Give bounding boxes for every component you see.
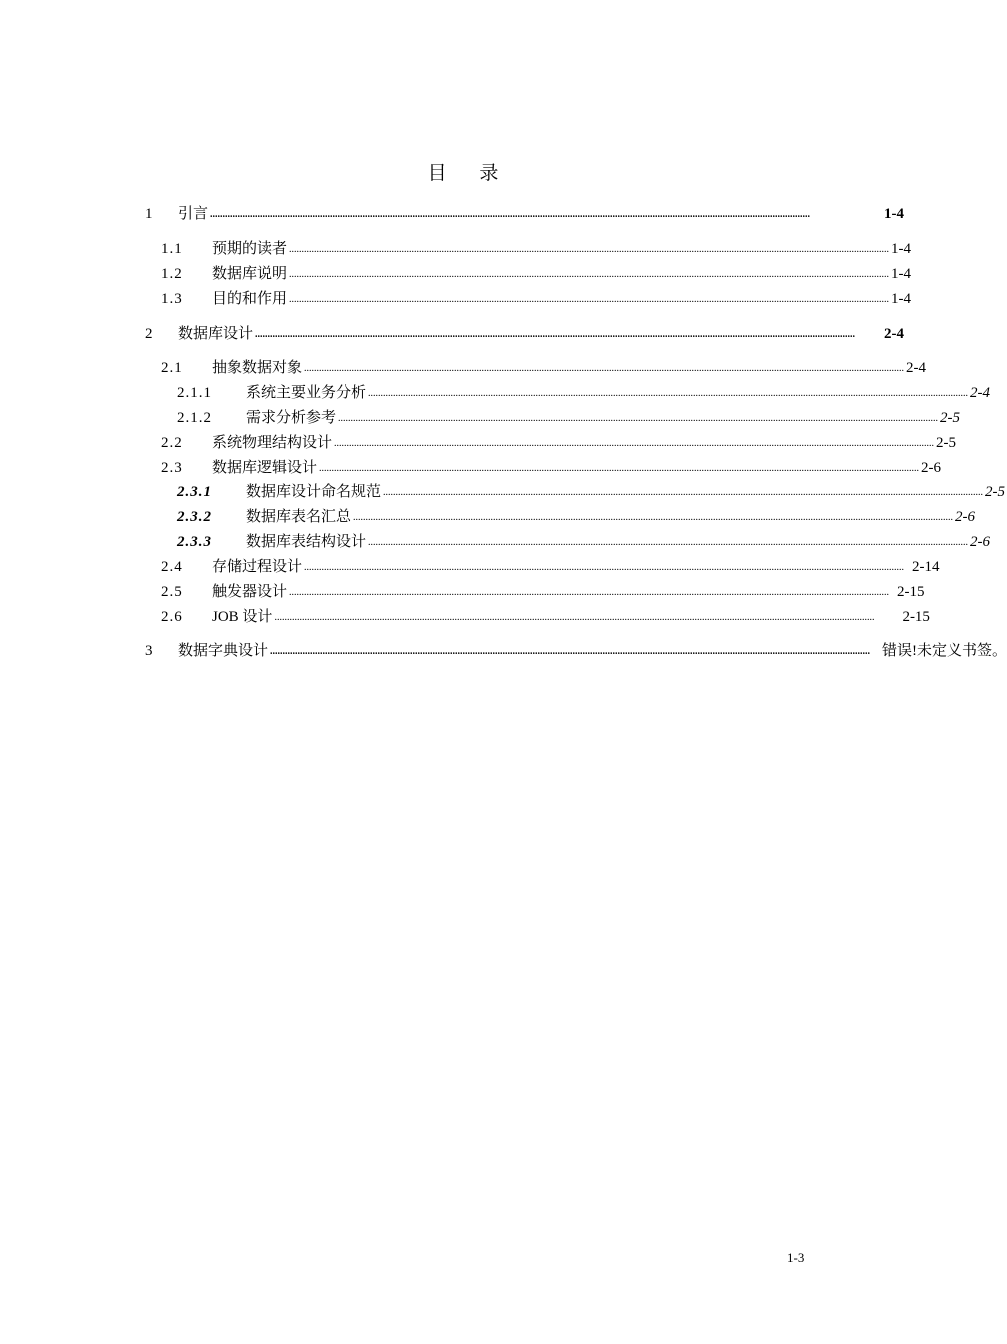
toc-entry-label: 预期的读者 (212, 241, 288, 257)
toc-entry[interactable] (0, 236, 950, 258)
toc-entry-label: 数据库表结构设计 (246, 534, 367, 550)
toc-entry-page: 2-5 (940, 410, 961, 426)
toc-entry-number: 2.3.2 (177, 509, 212, 525)
toc-entry[interactable] (0, 455, 950, 477)
toc-entry[interactable] (0, 430, 957, 452)
toc-entry[interactable] (0, 504, 976, 526)
toc-leader-dots: ................................................................................................................................................................................................................................................ (274, 612, 875, 623)
toc-entry-number: 2 (145, 326, 154, 342)
toc-entry-number: 1.2 (161, 266, 183, 282)
toc-entry-label: 需求分析参考 (246, 410, 337, 426)
toc-title: 目 录 (427, 163, 513, 184)
toc-leader-dots: ................................................................................................................................................................................................................................................ (289, 294, 890, 305)
toc-entry[interactable] (0, 355, 950, 377)
toc-entry-label: 数据库逻辑设计 (212, 460, 318, 476)
toc-entry[interactable] (0, 604, 950, 626)
toc-leader-dots: ................................................................................................................................................................................................................................................ (319, 463, 920, 474)
toc-entry-number: 1.1 (161, 241, 183, 257)
toc-leader-dots: ................................................................................................................................................................................................................................................ (289, 269, 890, 280)
toc-entry-number: 2.3 (161, 460, 183, 476)
toc-entry-label: 引言 (178, 206, 209, 222)
toc-entry-label: 数据库表名汇总 (246, 509, 352, 525)
toc-entry-number: 1.3 (161, 291, 183, 307)
toc-entry-label: 数据库设计命名规范 (246, 484, 382, 500)
toc-leader-dots: ................................................................................................................................................................................................................................................ (289, 244, 890, 255)
toc-entry-page: 1-4 (891, 266, 912, 282)
toc-entry-page: 2-14 (912, 559, 940, 575)
toc-entry[interactable] (0, 261, 950, 283)
toc-leader-dots: ................................................................................................................................................................................................................................................ (334, 438, 935, 449)
toc-entry-page: 2-6 (921, 460, 942, 476)
toc-leader-dots: ................................................................................................................................................................................................................................................ (304, 363, 905, 374)
toc-entry-number: 2.3.3 (177, 534, 212, 550)
toc-entry-number: 2.6 (161, 609, 183, 625)
page-number: 1-3 (787, 1250, 805, 1265)
toc-entry[interactable] (0, 554, 950, 576)
toc-entry-page: 2-6 (970, 534, 991, 550)
toc-entry-page: 2-6 (955, 509, 976, 525)
toc-entry-number: 2.4 (161, 559, 183, 575)
toc-entry-label: 系统物理结构设计 (212, 435, 333, 451)
toc-leader-dots: ................................................................................................................................................................................................................................................ (368, 388, 969, 399)
toc-entry-page: 2-5 (985, 484, 1006, 500)
toc-leader-dots: ................................................................................................................................................................................................................................................ (270, 646, 871, 657)
toc-entry-number: 3 (145, 643, 154, 659)
toc-entry-page: 1-4 (891, 291, 912, 307)
toc-entry-page: 2-4 (884, 326, 904, 342)
toc-entry-number: 2.5 (161, 584, 183, 600)
toc-entry-number: 1 (145, 206, 154, 222)
toc-entry-number: 2.1 (161, 360, 183, 376)
toc-entry-label: 触发器设计 (212, 584, 288, 600)
toc-entry[interactable] (0, 638, 1007, 660)
toc-entry-page: 1-4 (884, 206, 904, 222)
toc-leader-dots: ................................................................................................................................................................................................................................................ (383, 487, 984, 498)
toc-entry-page: 2-15 (897, 584, 925, 600)
toc-leader-dots: ................................................................................................................................................................................................................................................ (210, 209, 811, 220)
toc-entry-label: 数据库说明 (212, 266, 288, 282)
toc-entry-label: 目的和作用 (212, 291, 288, 307)
toc-entry[interactable] (0, 579, 950, 601)
toc-entry-number: 2.3.1 (177, 484, 212, 500)
toc-entry-label: 数据字典设计 (178, 643, 269, 659)
toc-entry[interactable] (0, 529, 991, 551)
toc-leader-dots: ................................................................................................................................................................................................................................................ (289, 587, 890, 598)
toc-entry-page: 2-4 (906, 360, 927, 376)
toc-entry[interactable] (0, 405, 961, 427)
toc-entry-page: 2-5 (936, 435, 957, 451)
toc-entry-label: 系统主要业务分析 (246, 385, 367, 401)
toc-entry-label: JOB 设计 (212, 609, 273, 625)
toc-entry-label: 数据库设计 (178, 326, 254, 342)
toc-entry-page: 1-4 (891, 241, 912, 257)
toc-entry-number: 2.1.1 (177, 385, 212, 401)
toc-entry-label: 存储过程设计 (212, 559, 303, 575)
toc-leader-dots: ................................................................................................................................................................................................................................................ (255, 329, 856, 340)
toc-entry-page: 2-4 (970, 385, 991, 401)
toc-entry[interactable] (0, 201, 950, 223)
toc-leader-dots: ................................................................................................................................................................................................................................................ (353, 512, 954, 523)
toc-entry[interactable] (0, 321, 950, 343)
toc-entry[interactable] (0, 286, 950, 308)
toc-entry[interactable] (0, 479, 1006, 501)
toc-entry-page: 错误!未定义书签。 (882, 643, 1007, 659)
toc-leader-dots: ................................................................................................................................................................................................................................................ (304, 562, 905, 573)
toc-entry-label: 抽象数据对象 (212, 360, 303, 376)
toc-entry-number: 2.2 (161, 435, 183, 451)
toc-entry[interactable] (0, 380, 991, 402)
toc-entry-number: 2.1.2 (177, 410, 212, 426)
toc-leader-dots: ................................................................................................................................................................................................................................................ (338, 413, 939, 424)
toc-entry-page: 2-15 (902, 609, 930, 625)
toc-leader-dots: ................................................................................................................................................................................................................................................ (368, 537, 969, 548)
